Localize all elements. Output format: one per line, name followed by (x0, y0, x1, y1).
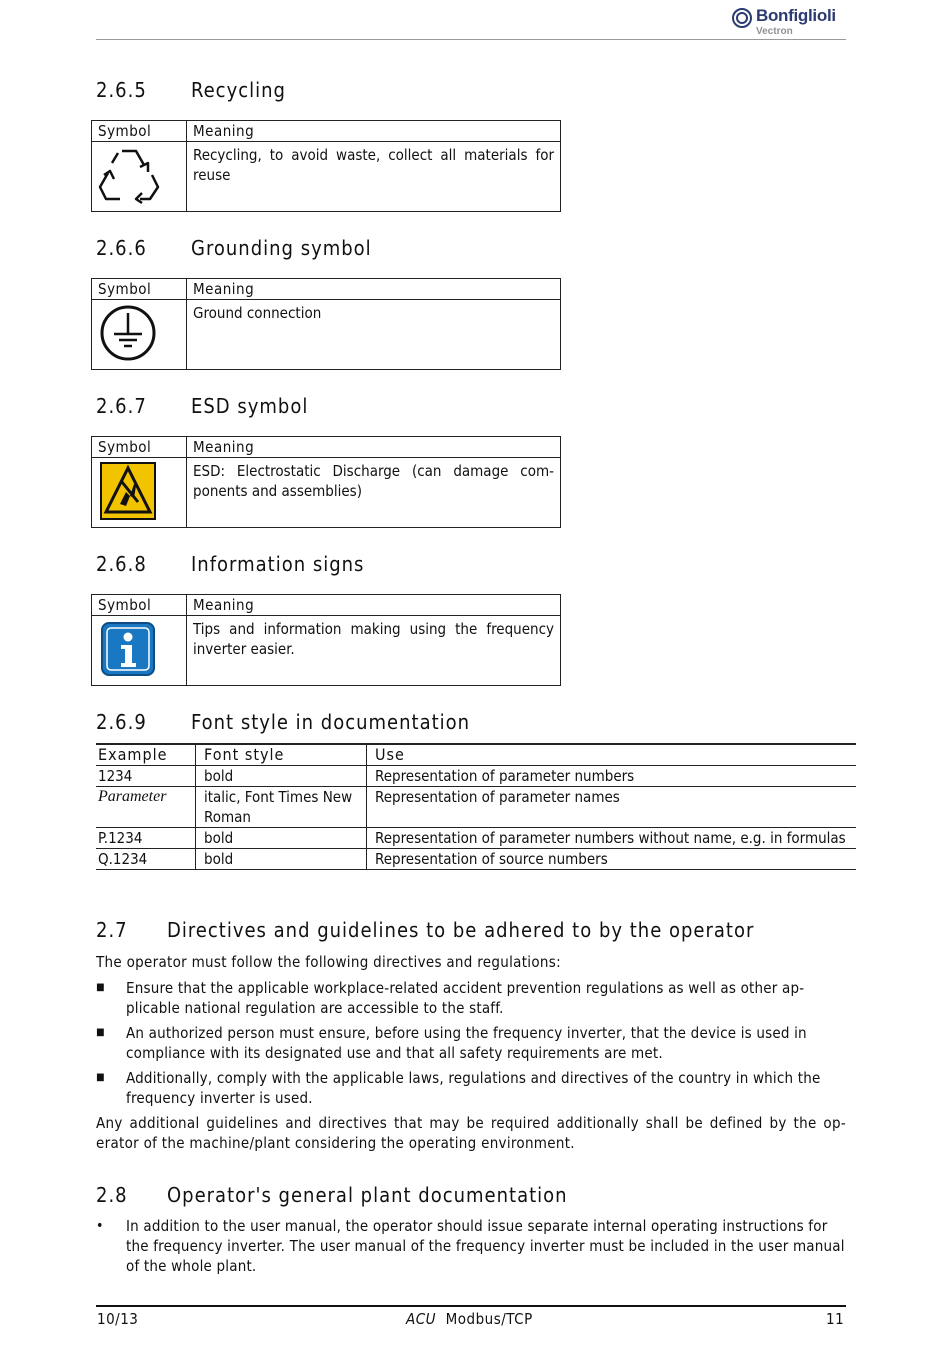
bonfiglioli-logo (732, 4, 848, 40)
cell-font-style: bold (196, 849, 367, 870)
col-header-symbol: Symbol (92, 595, 187, 616)
cell-font-style: bold (196, 828, 367, 849)
table-row (96, 849, 856, 870)
info-symbol-cell (92, 616, 187, 686)
footer-protocol: Modbus/TCP (445, 1310, 533, 1328)
directives-outro: Any additional guidelines and directives that may be required additionally shall be defined by the op-erator of the machine/plant considering the operating environment. (96, 1114, 846, 1152)
list-item (96, 1068, 846, 1108)
logo-sub-text: Vectron (756, 26, 793, 37)
recycling-meaning: Recycling, to avoid waste, collect all materials for reuse (187, 142, 561, 212)
page-number: 11 (826, 1310, 845, 1328)
section-number: 2.8 (96, 1183, 128, 1207)
col-header-meaning: Meaning (187, 121, 561, 142)
cell-use: Representation of parameter numbers (367, 766, 857, 787)
info-sign-icon (100, 621, 156, 677)
list-item (96, 978, 846, 1018)
section-title: Operator's general plant documentation (167, 1183, 568, 1207)
directives-intro: The operator must follow the following directives and regulations: (96, 953, 561, 971)
grounding-table (91, 278, 561, 370)
info-table (91, 594, 561, 686)
section-number: 2.6.5 (96, 78, 147, 102)
section-title: Font style in documentation (191, 710, 471, 734)
grounding-meaning: Ground connection (187, 300, 561, 370)
footer-product: ACU (406, 1310, 437, 1328)
footer-rule (96, 1305, 846, 1307)
cell-use: Representation of parameter names (367, 787, 857, 828)
section-title: ESD symbol (191, 394, 309, 418)
ground-connection-icon (98, 303, 158, 363)
cell-use: Representation of parameter numbers without name, e.g. in formulas (367, 828, 857, 849)
bullet-square-icon: ■ (96, 1072, 105, 1083)
bullet-dot-icon: • (96, 1218, 104, 1234)
list-item-text: In addition to the user manual, the operator should issue separate internal operating instructions for the frequency inverter. The user manual of the frequency inverter must be included in the user manual of the whole plant. (126, 1217, 845, 1275)
cell-example: Q.1234 (96, 849, 196, 870)
cell-use: Representation of source numbers (367, 849, 857, 870)
section-title: Grounding symbol (191, 236, 372, 260)
col-header-use: Use (367, 744, 857, 766)
directives-list (96, 978, 846, 1113)
section-title: Directives and guidelines to be adhered to by the operator (167, 918, 755, 942)
header-rule (96, 39, 846, 40)
bonfiglioli-logo-icon (732, 8, 752, 28)
col-header-example: Example (96, 744, 196, 766)
bullet-square-icon: ■ (96, 982, 105, 993)
table-row (96, 766, 856, 787)
table-row (96, 787, 856, 828)
col-header-symbol: Symbol (92, 279, 187, 300)
list-item-text: Ensure that the applicable workplace-related accident prevention regulations as well as other ap-plicable national regulation are accessible to the staff. (126, 979, 805, 1017)
grounding-symbol-cell (92, 300, 187, 370)
section-title: Recycling (191, 78, 286, 102)
list-item (96, 1023, 846, 1063)
section-title: Information signs (191, 552, 365, 576)
esd-meaning: ESD: Electrostatic Discharge (can damage com-ponents and assemblies) (187, 458, 561, 528)
col-header-meaning: Meaning (187, 437, 561, 458)
footer-date: 10/13 (97, 1310, 139, 1328)
table-row (96, 828, 856, 849)
cell-example: Parameter (96, 787, 196, 828)
info-meaning: Tips and information making using the frequency inverter easier. (187, 616, 561, 686)
recycling-table (91, 120, 561, 212)
font-style-table (96, 743, 856, 870)
section-number: 2.6.9 (96, 710, 147, 734)
esd-warning-icon (100, 462, 156, 520)
section-number: 2.6.6 (96, 236, 147, 260)
cell-example: 1234 (96, 766, 196, 787)
bullet-square-icon: ■ (96, 1027, 105, 1038)
cell-font-style: italic, Font Times New Roman (196, 787, 367, 828)
col-header-meaning: Meaning (187, 279, 561, 300)
cell-font-style: bold (196, 766, 367, 787)
section-number: 2.7 (96, 918, 128, 942)
col-header-symbol: Symbol (92, 437, 187, 458)
table-header-row (96, 744, 856, 766)
esd-table (91, 436, 561, 528)
section-number: 2.6.7 (96, 394, 147, 418)
plantdoc-list (96, 1216, 846, 1281)
col-header-font-style: Font style (196, 744, 367, 766)
cell-example: P.1234 (96, 828, 196, 849)
footer-title (406, 1310, 533, 1328)
section-number: 2.6.8 (96, 552, 147, 576)
esd-symbol-cell (92, 458, 187, 528)
col-header-meaning: Meaning (187, 595, 561, 616)
logo-brand-text: Bonfiglioli (756, 6, 836, 25)
recycling-icon (98, 145, 160, 205)
col-header-symbol: Symbol (92, 121, 187, 142)
list-item-text: Additionally, comply with the applicable laws, regulations and directives of the country in which the frequency inverter is used. (126, 1069, 821, 1107)
list-item (96, 1216, 846, 1276)
recycling-symbol-cell (92, 142, 187, 212)
list-item-text: An authorized person must ensure, before using the frequency inverter, that the device is used in compliance with its designated use and that all safety requirements are met. (126, 1024, 807, 1062)
